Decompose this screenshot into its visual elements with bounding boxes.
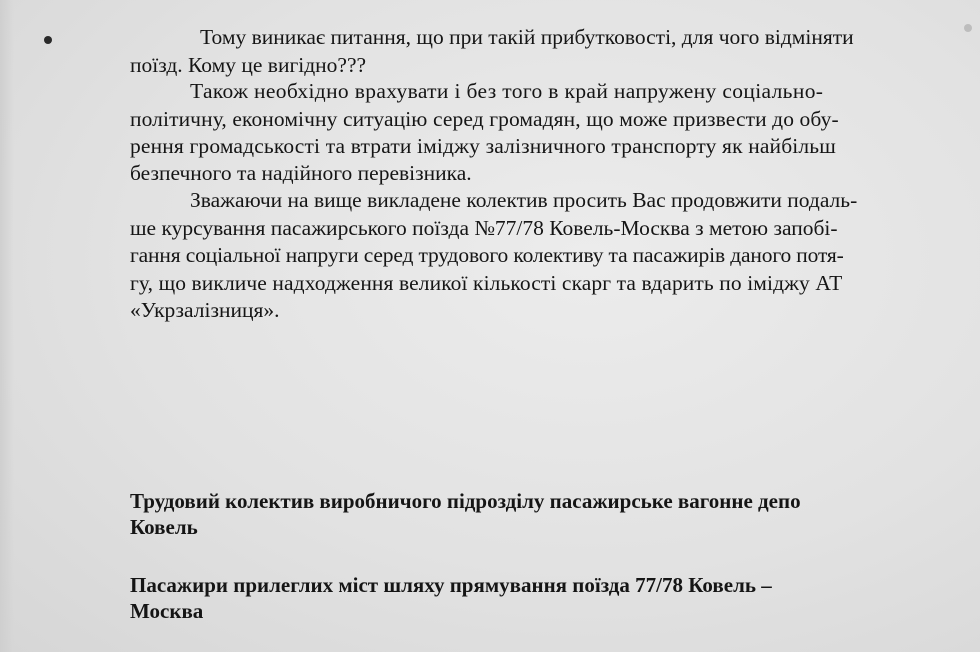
paragraph-2-line-1: Також необхідно врахувати і без того в край напружену соціально- [190,79,824,103]
paragraph-2-line-2: політичну, економічну ситуацію серед громадян, що може призвести до обу- [130,107,839,131]
signature-1-line-1: Трудовий колектив виробничого підрозділу пасажирське вагонне депо [130,489,801,513]
page-margin-shadow [0,0,14,652]
signature-1-line-2: Ковель [130,515,198,539]
paragraph-3-line-3: гання соціальної напруги серед трудового колективу та пасажирів даного потя- [130,243,844,267]
paragraph-3-line-2: ше курсування пасажирського поїзда №77/78 Ковель-Москва з метою запобі- [130,216,838,240]
punch-hole [964,24,972,32]
paragraph-1-line-1: Тому виникає питання, що при такій прибутковості, для чого відміняти [200,25,854,49]
paragraph-2-line-3: рення громадськості та втрати іміджу залізничного транспорту як найбільш [130,134,836,158]
punch-hole [44,36,52,44]
paragraph-3-line-5: «Укрзалізниця». [130,298,280,322]
signature-2-line-1: Пасажири прилеглих міст шляху прямування поїзда 77/78 Ковель – [130,573,772,597]
paragraph-3-line-1: Зважаючи на вище викладене колектив просить Вас продовжити подаль- [190,188,858,212]
paragraph-1-line-2: поїзд. Кому це вигідно??? [130,53,367,77]
signature-2-line-2: Москва [130,599,204,623]
paragraph-3-line-4: гу, що викличе надходження великої кількості скарг та вдарить по іміджу АТ [130,271,843,295]
paragraph-2-line-4: безпечного та надійного перевізника. [130,161,472,185]
